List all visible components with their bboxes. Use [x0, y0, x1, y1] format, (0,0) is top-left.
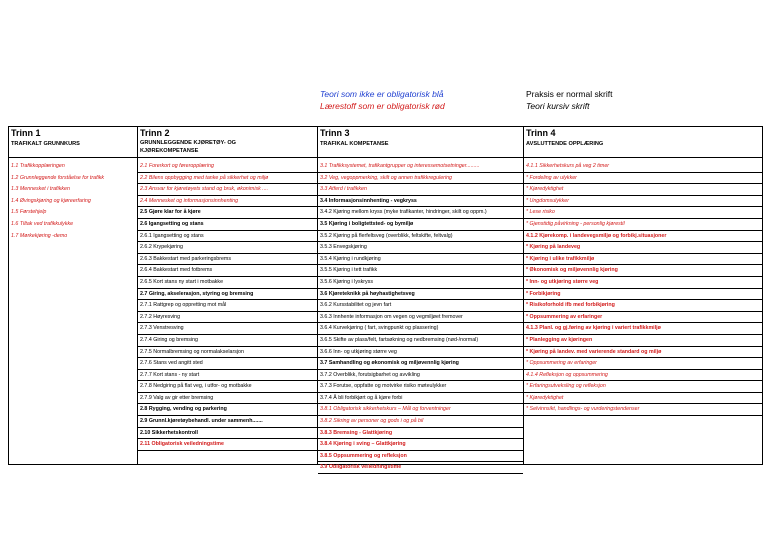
table-row: 3.9 Obligatorisk veiledningstime: [318, 462, 523, 474]
column-title: Trinn 3: [320, 128, 350, 138]
table-row: * Kjøring i ulike trafikkmiljø: [524, 254, 762, 266]
table-row: 3.6.5 Skifte av plass/felt, fartsøkning og nedbremsing (nød-/normal): [318, 335, 523, 347]
table-row: * Lese risiko: [524, 207, 762, 219]
table-row: 2.2 Bilens oppbygging med tanke på sikkerhet og miljø: [138, 173, 317, 185]
table-row: * Oppsummering av erfaringer: [524, 312, 762, 324]
column-trinn-1: [9, 127, 138, 464]
table-row: 2.6 Igangsetting og stans: [138, 219, 317, 231]
table-row: 2.7.9 Valg av gir etter bremsing: [138, 393, 317, 405]
table-row: 3.6.4 Kurvekjøring ( fart, svingpunkt og plassering): [318, 323, 523, 335]
column-subtitle: AVSLUTTENDE OPPLÆRING: [526, 141, 604, 147]
column-header: [318, 127, 523, 158]
table-row: 2.3 Ansvar for kjøretøyets stand og bruk, økonimisk ....: [138, 184, 317, 196]
table-row: 3.3 Atferd i trafikken: [318, 184, 523, 196]
table-row: * Kjøring på landev. med varierende standard og miljø: [524, 347, 762, 359]
table-row: 3.6.3 Innhente informasjon om vegen og vegmiljøet fremover: [318, 312, 523, 324]
table-row: 2.9 Grunnl.kjøretøybehandl. under sammenh.......: [138, 416, 317, 428]
table-row: * Kjøredyktighet: [524, 393, 762, 405]
table-row: 3.7.2 Overblikk, forutsigbarhet og avvikling: [318, 370, 523, 382]
legend-normal-text: Praksis er normal skrift: [526, 89, 613, 99]
table-row: 4.1.2 Kjørekomp. i landevegsmiljø og forbikj.situasjoner: [524, 231, 762, 243]
table-row: 1.1 Trafikkopplæringen: [11, 163, 65, 169]
table-row: 2.4 Mennesket og informasjonsinnhenting: [138, 196, 317, 208]
table-row: 2.7 Giring, akselerasjon, styring og bremsing: [138, 289, 317, 301]
table-row: 3.7.4 Å bli forbikjørt og å kjøre forbi: [318, 393, 523, 405]
table-row: 3.4.2 Kjøring mellom kryss (myke trafikanter, hindringer, skilt og oppm.): [318, 207, 523, 219]
column-subtitle: GRUNNLEGGENDE KJØRETØY- OG: [140, 140, 237, 146]
table-row: * Risikoforhold ifb med forbikjøring: [524, 300, 762, 312]
table-row: * Oppsummering av erfaringer: [524, 358, 762, 370]
column-header: [138, 127, 317, 158]
table-row: * Planlegging av kjøringen: [524, 335, 762, 347]
table-row: 4.1.4 Refleksjon og oppsummering: [524, 370, 762, 382]
legend-red-text: Lærestoff som er obligatorisk rød: [320, 101, 445, 111]
table-row: * Erfaringsutveksling og refleksjon: [524, 381, 762, 393]
table-row: * Forbikjøring: [524, 289, 762, 301]
table-row: 3.7 Samhandling og økonomisk og miljøvennlig kjøring: [318, 358, 523, 370]
legend-italic-text: Teori kursiv skrift: [526, 101, 590, 111]
table-row: 2.7.2 Høyresving: [138, 312, 317, 324]
table-row: 2.7.1 Rattgrep og oppretting mot mål: [138, 300, 317, 312]
legend-right: [526, 88, 612, 112]
table-row: 1.6 Tiltak ved trafikkulykke: [11, 220, 74, 227]
table-row: 2.10 Sikkerhetskontroll: [138, 428, 317, 440]
table-row: 3.4 Informasjonsinnhenting - vegkryss: [318, 196, 523, 208]
table-row: * Selvinnsikt, handlings- og vurderingstendenser: [524, 404, 762, 416]
table-row: 3.6.6 Inn- og utkjøring større veg: [318, 347, 523, 359]
column-subtitle: TRAFIKAL KOMPETANSE: [320, 141, 389, 147]
table-row: 2.6.1 Igangsetting og stans: [138, 231, 317, 243]
table-row: 3.5.6 Kjøring i lyskryss: [318, 277, 523, 289]
table-row: 1.3 Mennesket i trafikken: [11, 186, 70, 193]
table-row: 2.6.5 Kort stans ny start i motbakke: [138, 277, 317, 289]
legend-left: [320, 88, 445, 112]
table-row: 3.5.3 Envegskjøring: [318, 242, 523, 254]
table-row: 2.1 Forerkort og føreropplæring: [138, 161, 317, 173]
table-row: 3.5.2 Kjøring på flerfeltsveg (overblikk, feltskifte, feltvalg): [318, 231, 523, 243]
table-row: * Økonomisk og miljøvennlig kjøring: [524, 265, 762, 277]
table-row: 3.5.4 Kjøring i rundkjøring: [318, 254, 523, 266]
column-title: Trinn 2: [140, 128, 170, 138]
column-subtitle-2: KJØREKOMPETANSE: [140, 148, 199, 154]
table-row: * Inn- og utkjøring større veg: [524, 277, 762, 289]
table-row: 2.7.3 Venstresving: [138, 323, 317, 335]
column-title: Trinn 1: [11, 128, 41, 138]
table-row: 2.8 Rygging, vending og parkering: [138, 404, 317, 416]
table-row: 2.7.6 Stans ved angitt sted: [138, 358, 317, 370]
legend-blue-text: Teori som ikke er obligatorisk blå: [320, 89, 444, 99]
table-row: 3.2 Veg, vegoppmerking, skilt og annen trafikkregulering: [318, 173, 523, 185]
table-row: 1.4 Øvingskjøring og kjøreerfaring: [11, 197, 91, 204]
table-row: 2.11 Obligatorisk veiledningstime: [138, 439, 317, 451]
table-row: * Kjøring på landeveg: [524, 242, 762, 254]
table-row: * Fordeling av ulykker: [524, 173, 762, 185]
table-row: 4.1.3 Planl. og gj.føring av kjøring i variert trafikkmiljø: [524, 323, 762, 335]
table-row: * Kjøredyktighet: [524, 184, 762, 196]
table-row: 2.7.8 Nedgiring på flat veg, i utfor- og motbakke: [138, 381, 317, 393]
table-row: 3.8.4 Kjøring i sving – Glattkjøring: [318, 439, 523, 451]
table-row: 3.8.2 Sikring av personer og gods i og på bil: [318, 416, 523, 428]
table-row: 2.7.7 Kort stans - ny start: [138, 370, 317, 382]
table-row: 3.7.3 Forutse, oppfatte og motvirke risiko møteulykker: [318, 381, 523, 393]
table-row: 4.1.1 Sikkerhetskurs på veg 2 timer: [524, 161, 762, 173]
table-row: 3.8.3 Bremsing - Glattkjøring: [318, 428, 523, 440]
table-row: 2.6.3 Bakkestart med parkeringsbrems: [138, 254, 317, 266]
table-row: 3.6.2 Kursstabilitet og jevn fart: [318, 300, 523, 312]
column-subtitle: TRAFIKALT GRUNNKURS: [11, 141, 80, 147]
table-row: 1.2 Grunnleggende forståelse for trafikk: [11, 174, 105, 181]
column-trinn-3: [318, 127, 524, 471]
table-row: 2.6.4 Bakkestart med fotbrems: [138, 265, 317, 277]
table-row: 3.6 Kjøreteknikk på høyhastighetsveg: [318, 289, 523, 301]
column-header: [524, 127, 762, 158]
table-row: 2.7.4 Giring og bremsing: [138, 335, 317, 347]
table-row: * Gjenstidig påvirkning - personlig kjørestil: [524, 219, 762, 231]
table-row: * Ungdomsulykker: [524, 196, 762, 208]
table-row: 3.8.1 Obligatorisk sikkerhetskurs – Mål og forventninger: [318, 404, 523, 416]
column-header: [9, 127, 137, 158]
table-row: 1.7 Mørkekjøring -demo: [11, 232, 68, 239]
curriculum-table: [8, 126, 763, 471]
column-trinn-2: [138, 127, 318, 464]
table-row: 2.5 Gjøre klar for å kjøre: [138, 207, 317, 219]
table-row: 2.7.5 Normalbremsing og normalakselarsjon: [138, 347, 317, 359]
table-row: 3.5.5 Kjøring i tett trafikk: [318, 265, 523, 277]
table-row: 3.8.5 Oppsummering og refleksjon: [318, 451, 523, 463]
column-title: Trinn 4: [526, 128, 556, 138]
column-trinn-4: [524, 127, 762, 464]
table-row: 2.6.2 Krypekjøring: [138, 242, 317, 254]
table-row: 1.5 Førstehjelp: [11, 209, 47, 216]
table-row: 3.1 Trafikksystemet, trafikantgrupper og interessemotsetninger.........: [318, 161, 523, 173]
table-row: 3.5 Kjøring i boligtettsted- og bymiljø: [318, 219, 523, 231]
